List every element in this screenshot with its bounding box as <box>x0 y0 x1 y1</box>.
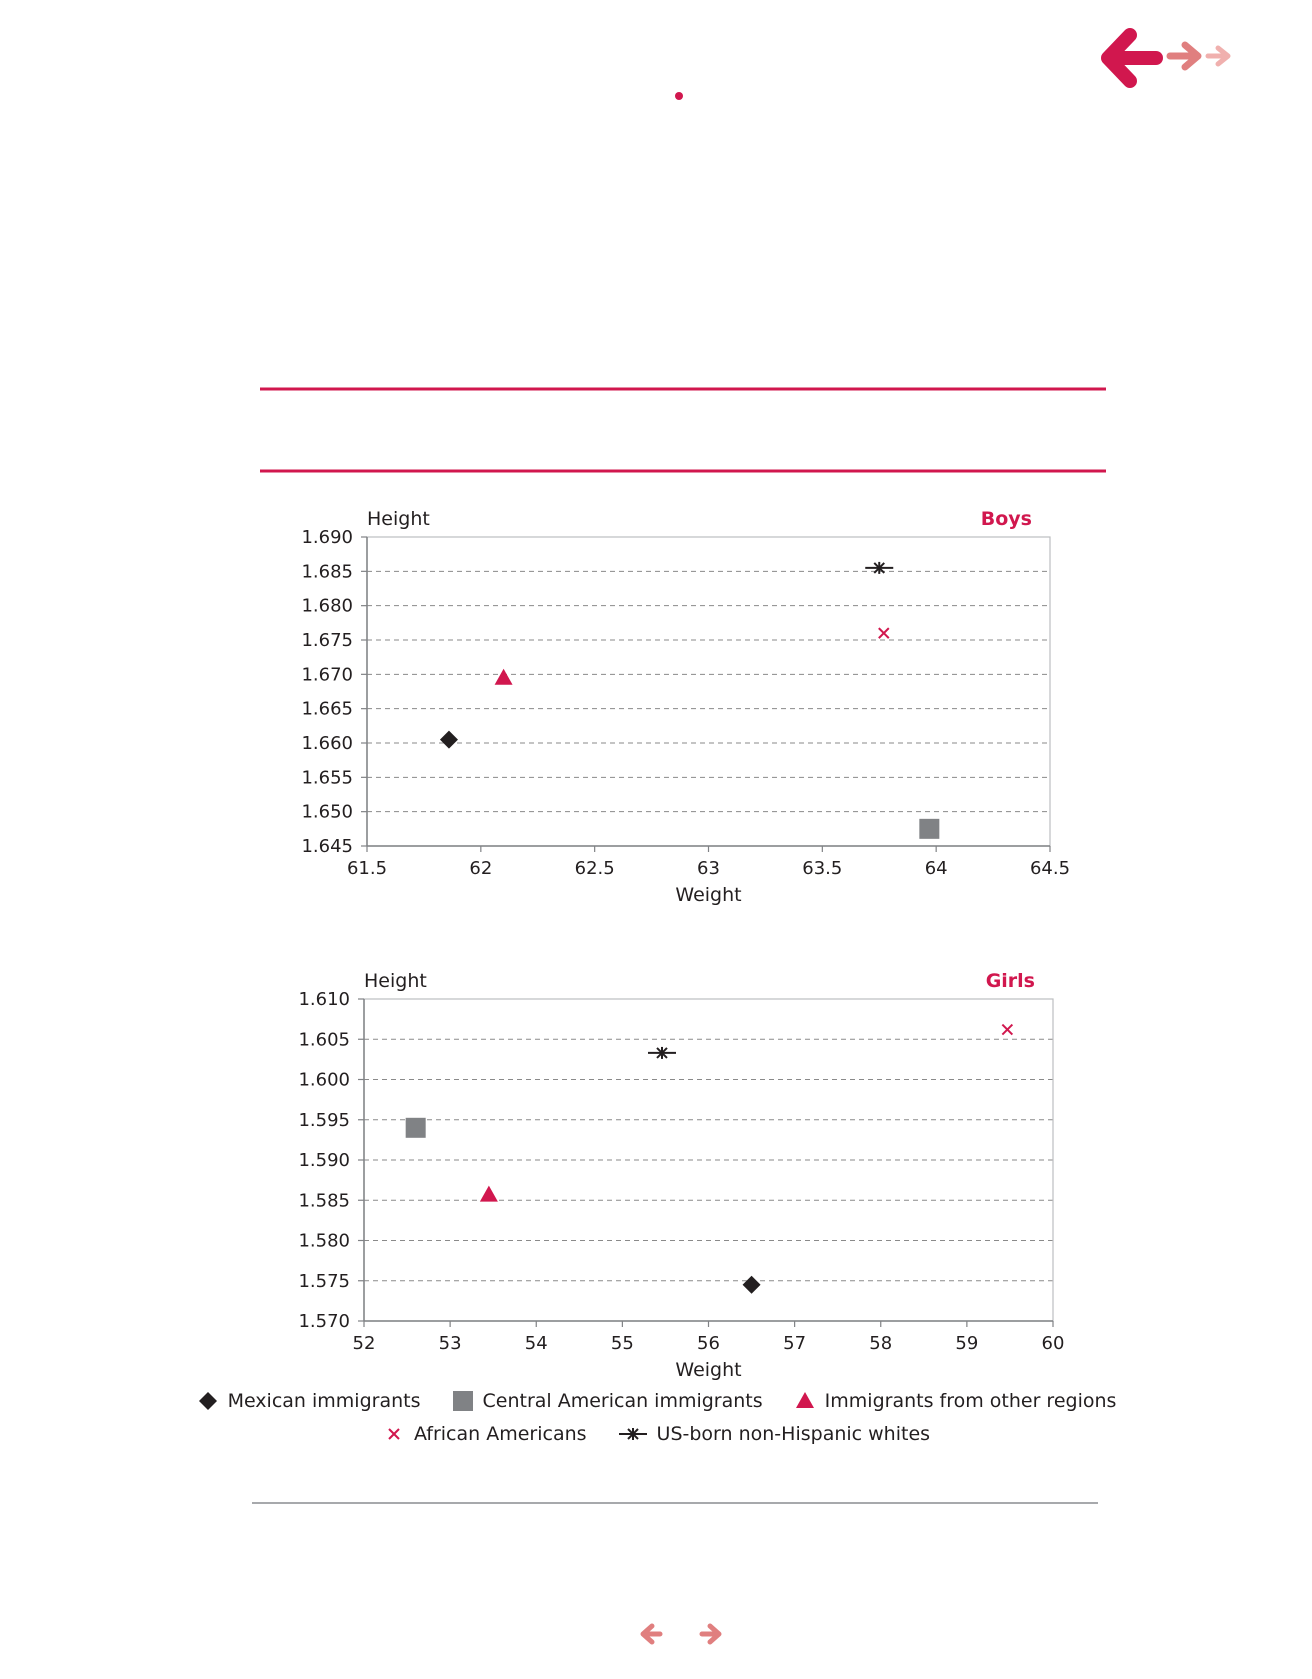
y-tick-label: 1.690 <box>301 527 353 548</box>
data-point-central <box>919 819 939 839</box>
legend-item-other <box>793 1389 1117 1413</box>
data-point-white <box>648 1047 676 1059</box>
x-tick-label: 58 <box>869 1333 893 1354</box>
legend-item-white <box>617 1422 931 1446</box>
y-tick-label: 1.645 <box>301 836 353 857</box>
x-tick-label: 61.5 <box>346 858 388 879</box>
x-tick-label: 59 <box>955 1333 979 1354</box>
legend-row <box>0 1419 1312 1449</box>
data-point-other <box>480 1186 498 1202</box>
y-axis-label: Height <box>364 970 427 992</box>
decorative-dot <box>675 92 683 100</box>
y-tick-label: 1.605 <box>298 1029 350 1051</box>
legend-item-african <box>382 1422 587 1446</box>
y-tick-label: 1.670 <box>301 664 353 686</box>
data-point-african <box>879 628 889 638</box>
plot-area <box>367 537 1050 846</box>
legend-item-mexican <box>196 1389 421 1413</box>
y-axis-label: Height <box>367 508 430 530</box>
chart-title: Girls <box>985 970 1035 992</box>
y-tick-label: 1.580 <box>298 1230 350 1252</box>
legend-row <box>0 1386 1312 1416</box>
y-tick-label: 1.595 <box>298 1109 350 1131</box>
x-tick-label: 53 <box>438 1333 462 1354</box>
y-tick-label: 1.675 <box>301 630 353 651</box>
y-tick-label: 1.655 <box>301 767 353 789</box>
y-tick-label: 1.570 <box>298 1311 350 1332</box>
y-tick-label: 1.585 <box>298 1190 350 1212</box>
y-tick-label: 1.685 <box>301 561 353 583</box>
legend-marker-icon <box>617 1422 649 1446</box>
x-tick-label: 63 <box>697 858 720 879</box>
x-tick-label: 55 <box>610 1333 634 1354</box>
legend-item-central <box>451 1389 763 1413</box>
y-tick-label: 1.665 <box>301 698 353 720</box>
x-tick-label: 57 <box>783 1333 807 1354</box>
x-tick-label: 62 <box>469 858 493 879</box>
legend-label: Immigrants from other regions <box>824 1390 1117 1412</box>
legend-label: African Americans <box>413 1423 587 1445</box>
next-page-icon[interactable] <box>702 1626 719 1642</box>
x-tick-label: 64 <box>924 858 948 879</box>
y-tick-label: 1.600 <box>298 1069 350 1091</box>
legend-label: Central American immigrants <box>482 1390 763 1412</box>
data-point-central <box>406 1118 426 1138</box>
legend-marker-icon <box>451 1389 475 1413</box>
y-tick-label: 1.590 <box>298 1150 350 1171</box>
y-tick-label: 1.660 <box>301 733 353 754</box>
x-axis-label: Weight <box>675 1359 742 1381</box>
y-tick-label: 1.650 <box>301 801 353 823</box>
y-tick-label: 1.575 <box>298 1270 350 1292</box>
forward-arrow-icon[interactable] <box>1170 45 1198 67</box>
x-axis-label: Weight <box>675 884 742 906</box>
chart-girls <box>298 970 1064 1381</box>
prev-page-icon[interactable] <box>643 1626 660 1642</box>
x-tick-label: 62.5 <box>574 858 615 879</box>
legend-label: US-born non-Hispanic whites <box>656 1423 931 1445</box>
legend-marker <box>619 1428 647 1440</box>
x-tick-label: 52 <box>352 1333 376 1354</box>
legend-marker <box>453 1391 473 1411</box>
legend-marker-icon <box>793 1389 817 1413</box>
data-point-african <box>1002 1025 1012 1035</box>
chart-boys <box>301 508 1070 906</box>
y-tick-label: 1.680 <box>301 595 353 617</box>
x-tick-label: 56 <box>697 1333 720 1354</box>
data-point-white <box>865 562 893 574</box>
data-point-other <box>495 669 513 685</box>
x-tick-label: 64.5 <box>1029 858 1071 879</box>
y-tick-label: 1.610 <box>298 989 350 1010</box>
legend-marker <box>199 1392 217 1410</box>
back-arrow-icon[interactable] <box>1108 35 1156 81</box>
x-tick-label: 63.5 <box>802 858 843 879</box>
data-point-mexican <box>743 1276 761 1294</box>
legend-marker <box>796 1392 814 1408</box>
forward-small-arrow-icon[interactable] <box>1208 48 1228 64</box>
legend-marker-icon <box>196 1389 220 1413</box>
x-tick-label: 54 <box>524 1333 548 1354</box>
legend-label: Mexican immigrants <box>227 1390 421 1412</box>
x-tick-label: 60 <box>1041 1333 1065 1354</box>
legend-marker <box>389 1429 399 1439</box>
legend-marker-icon <box>382 1422 406 1446</box>
chart-title: Boys <box>980 508 1032 530</box>
data-point-mexican <box>440 731 458 749</box>
